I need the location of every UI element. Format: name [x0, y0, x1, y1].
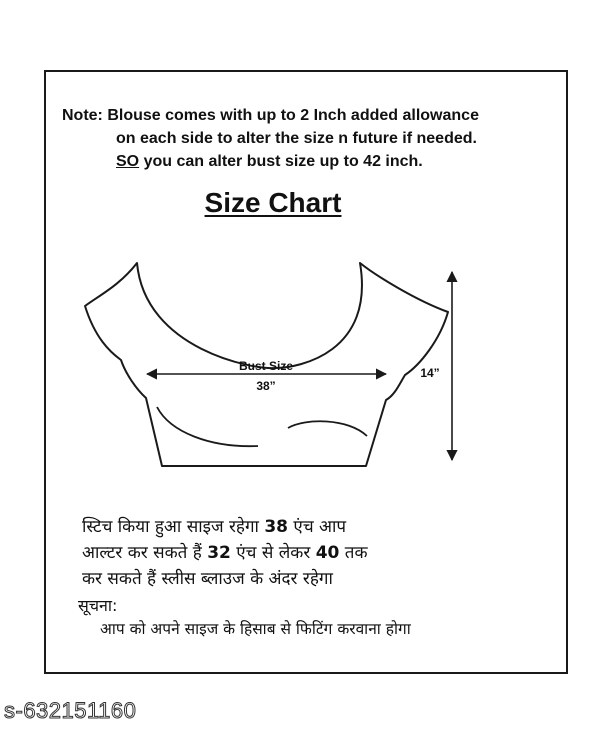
hindi-size-info	[82, 514, 368, 592]
bust-size-label: Bust Size	[238, 359, 294, 373]
note-prefix: Note:	[62, 107, 103, 124]
note-line-2: on each side to alter the size n future if needed.	[116, 130, 477, 147]
bust-size-value: 38”	[256, 379, 276, 393]
length-value: 14”	[420, 366, 440, 380]
note-line-1: Note: Blouse comes with up to 2 Inch added allowance	[62, 107, 479, 124]
hindi-line-3: कर सकते हैं स्लीस ब्लाउज के अंदर रहेगा	[82, 569, 333, 589]
product-id-watermark: s-632151160	[4, 698, 137, 723]
note-line-3: SO you can alter bust size up to 42 inch.	[116, 153, 423, 170]
hindi-notice-text: आप को अपने साइज के हिसाब से फिटिंग करवाना होगा	[100, 620, 411, 638]
hindi-line-2: आल्टर कर सकते हैं 32 एंच से लेकर 40 तक	[82, 543, 368, 563]
hindi-notice-label: सूचना:	[78, 596, 118, 615]
size-chart-title: Size Chart	[204, 187, 342, 218]
note-so: SO	[116, 153, 140, 170]
hindi-line-1: स्टिच किया हुआ साइज रहेगा 38 एंच आप	[82, 517, 347, 537]
